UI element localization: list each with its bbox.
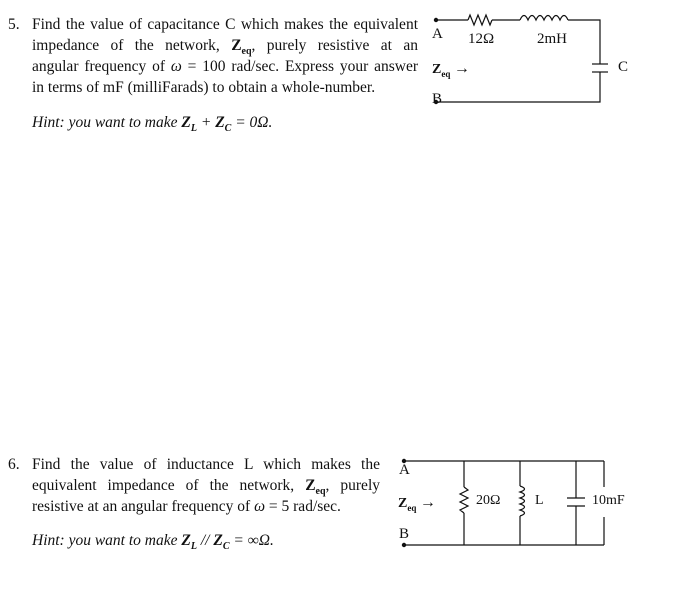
circuit-5-zeq-arrow-icon: → [453,60,470,77]
problem-6-line-2: equivalent impedance of the network, $Z_{eq}$, purely [32,477,380,498]
circuit-6-node-b: B [399,526,410,542]
circuit-6-node-b-dot [402,543,406,547]
circuit-6-inductor [520,486,525,516]
circuit-6-zeq-label: $Z_{eq}$ → [398,494,436,513]
circuit-5-capacitor-label: C [618,59,629,75]
circuit-5-resistor-label: 12Ω [468,31,495,47]
circuit-5-node-b: B [432,91,443,107]
circuit-6-zeq-arrow-icon: → [419,494,436,511]
problem-5-line-3: angular frequency of ω = 100 rad/sec. Express your answer [32,58,419,75]
circuit-6-resistor [460,487,468,513]
circuit-5-zeq-label: $Z_{eq}$ → [432,60,470,79]
problem-5-line-2: impedance of the network, $Z_{eq}$, purely resistive at an [32,37,418,58]
circuit-6-resistor-label: 20Ω [476,493,501,508]
problem-6-line-3: resistive at an angular frequency of ω = 5 rad/sec. [32,498,341,515]
problem-6-hint: Hint: you want to make $Z_L // Z_C = \infty\Omega$. [32,532,274,553]
problem-6-number: 6. [8,456,20,473]
problem-5-number: 5. [8,16,20,33]
circuit-5-inductor-label: 2mH [537,31,567,47]
circuit-6-node-a: A [399,462,410,478]
circuit-5-node-a: A [432,26,443,42]
problem-5-line-4: in terms of mF (milliFarads) to obtain a whole-number. [32,79,376,96]
problem-6-line-1: Find the value of inductance L which makes the [32,456,380,473]
problem-5-line-1: Find the value of capacitance C which makes the equivalent [32,16,418,33]
problem-5-hint: Hint: you want to make $Z_L + Z_C = 0\Omega$. [32,114,273,135]
circuit-6-inductor-label: L [535,493,544,508]
circuit-6-capacitor-label: 10mF [592,493,625,508]
